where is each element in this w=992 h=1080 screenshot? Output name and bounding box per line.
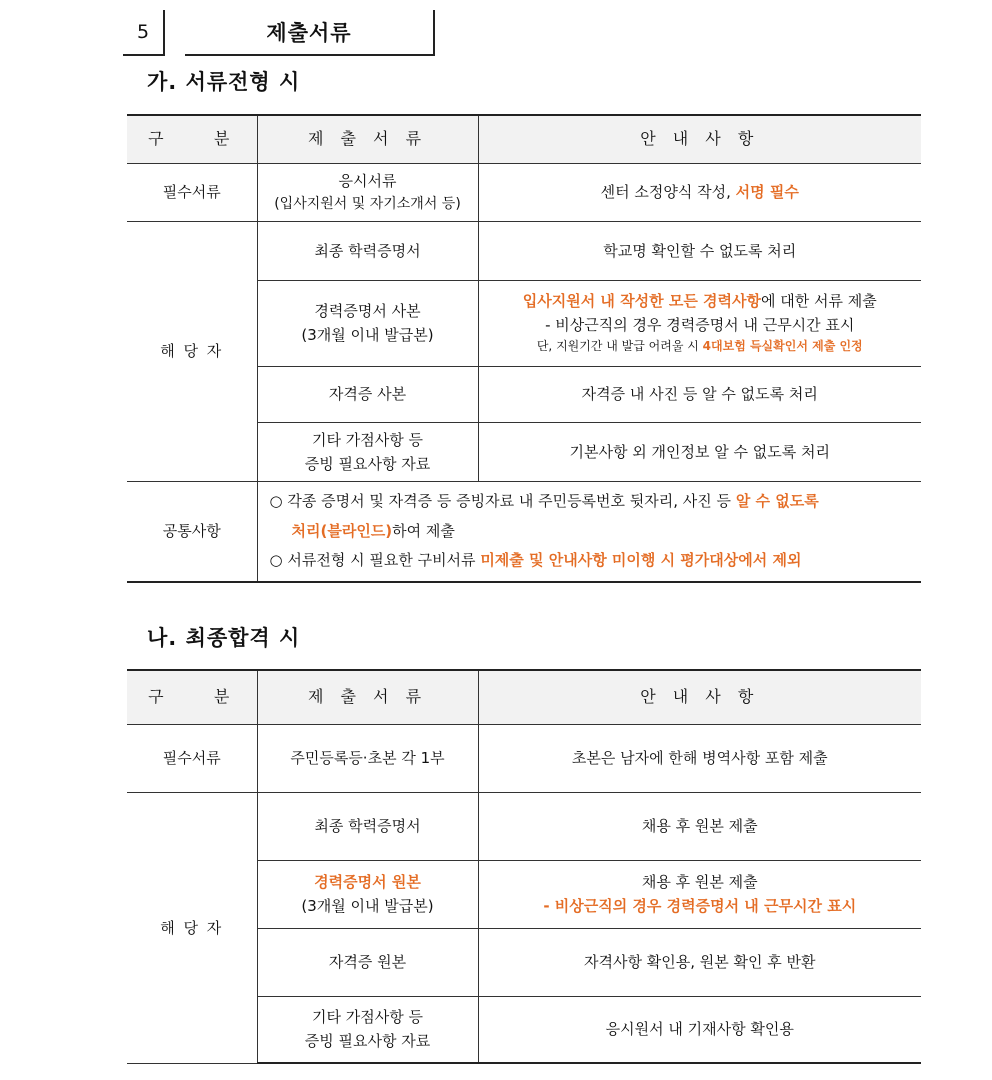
guide-highlight: 입사지원서 내 작성한 모든 경력사항 [522, 292, 761, 311]
doc-line: 경력증명서 사본 [314, 302, 421, 320]
table-row [127, 792, 921, 860]
part-b-table [127, 669, 921, 1064]
guide-text: - 비상근직의 경우 경력증명서 내 근무시간 표시 [545, 316, 855, 335]
guide-cell: 채용 후 원본 제출 [478, 792, 921, 860]
guide-text: 에 대한 서류 제출 [761, 292, 877, 311]
doc-line: 증빙 필요사항 자료 [304, 1032, 431, 1051]
guide-cell: 기본사항 외 개인정보 알 수 없도록 처리 [478, 422, 921, 481]
part-a-heading: 가. 서류전형 시 [147, 70, 301, 94]
common-item-1-tail: 하여 제출 [392, 521, 455, 540]
document-cell [257, 163, 478, 221]
guide-note-highlight: 4대보험 득실확인서 제출 인정 [702, 339, 863, 354]
part-a-table [127, 114, 921, 583]
guide-cell: 초본은 남자에 한해 병역사항 포함 제출 [478, 724, 921, 792]
doc-line: 증빙 필요사항 자료 [304, 454, 431, 473]
guide-text: 채용 후 원본 제출 [641, 873, 758, 891]
doc-line: 기타 가점사항 등 [312, 1008, 423, 1027]
document-cell [257, 860, 478, 928]
guide-cell: 자격증 내 사진 등 알 수 없도록 처리 [478, 366, 921, 422]
guide-cell: 학교명 확인할 수 없도록 처리 [478, 221, 921, 280]
header-category: 구 분 [127, 670, 257, 724]
guide-highlight: - 비상근직의 경우 경력증명서 내 근무시간 표시 [543, 897, 857, 915]
table-row [127, 163, 921, 221]
doc-line: (3개월 이내 발급본) [301, 326, 434, 344]
document-cell: 자격증 원본 [257, 928, 478, 996]
guide-cell [478, 280, 921, 366]
header-guide: 안 내 사 항 [478, 115, 921, 163]
header-documents: 제 출 서 류 [257, 115, 478, 163]
guide-cell: 자격사항 확인용, 원본 확인 후 반환 [478, 928, 921, 996]
guide-text: 센터 소정양식 작성, [600, 183, 736, 201]
common-item-2: ○ 서류전형 시 필요한 구비서류 [269, 550, 481, 569]
document-cell [257, 422, 478, 481]
section-header [123, 10, 436, 56]
header-category: 구 분 [127, 115, 257, 163]
document-cell: 주민등록등·초본 각 1부 [257, 724, 478, 792]
guide-highlight: 서명 필수 [735, 183, 799, 201]
guide-cell [478, 163, 921, 221]
table-row [127, 221, 921, 280]
table-header-row [127, 115, 921, 163]
category-cell: 해 당 자 [127, 792, 257, 1063]
document-cell [257, 996, 478, 1063]
category-cell: 필수서류 [127, 163, 257, 221]
document-cell: 최종 학력증명서 [257, 792, 478, 860]
guide-note: 단, 지원기간 내 발급 어려울 시 [536, 339, 703, 354]
doc-line: (입사지원서 및 자기소개서 등) [274, 195, 461, 212]
guide-cell: 응시원서 내 기재사항 확인용 [478, 996, 921, 1063]
document-cell [257, 280, 478, 366]
common-notes [257, 481, 921, 582]
category-cell: 필수서류 [127, 724, 257, 792]
doc-line: 기타 가점사항 등 [312, 430, 423, 449]
table-header-row [127, 670, 921, 724]
guide-cell [478, 860, 921, 928]
category-cell: 공통사항 [127, 481, 257, 582]
part-b-heading: 나. 최종합격 시 [147, 626, 301, 650]
document-cell: 최종 학력증명서 [257, 221, 478, 280]
section-number: 5 [123, 10, 165, 56]
section-title: 제출서류 [185, 10, 435, 56]
common-item-1-highlight: 알 수 없도록 [735, 492, 819, 511]
common-item-1: ○ 각종 증명서 및 자격증 등 증빙자료 내 주민등록번호 뒷자리, 사진 등 [269, 492, 736, 511]
common-item-1-highlight: 처리(블라인드) [291, 521, 393, 540]
table-row [127, 724, 921, 792]
header-documents: 제 출 서 류 [257, 670, 478, 724]
doc-highlight: 경력증명서 원본 [314, 873, 421, 891]
doc-line: 응시서류 [338, 171, 397, 190]
header-guide: 안 내 사 항 [478, 670, 921, 724]
category-cell: 해 당 자 [127, 221, 257, 481]
document-cell: 자격증 사본 [257, 366, 478, 422]
doc-line: (3개월 이내 발급본) [301, 897, 434, 915]
table-row [127, 481, 921, 582]
common-item-2-highlight: 미제출 및 안내사항 미이행 시 평가대상에서 제외 [480, 550, 802, 569]
